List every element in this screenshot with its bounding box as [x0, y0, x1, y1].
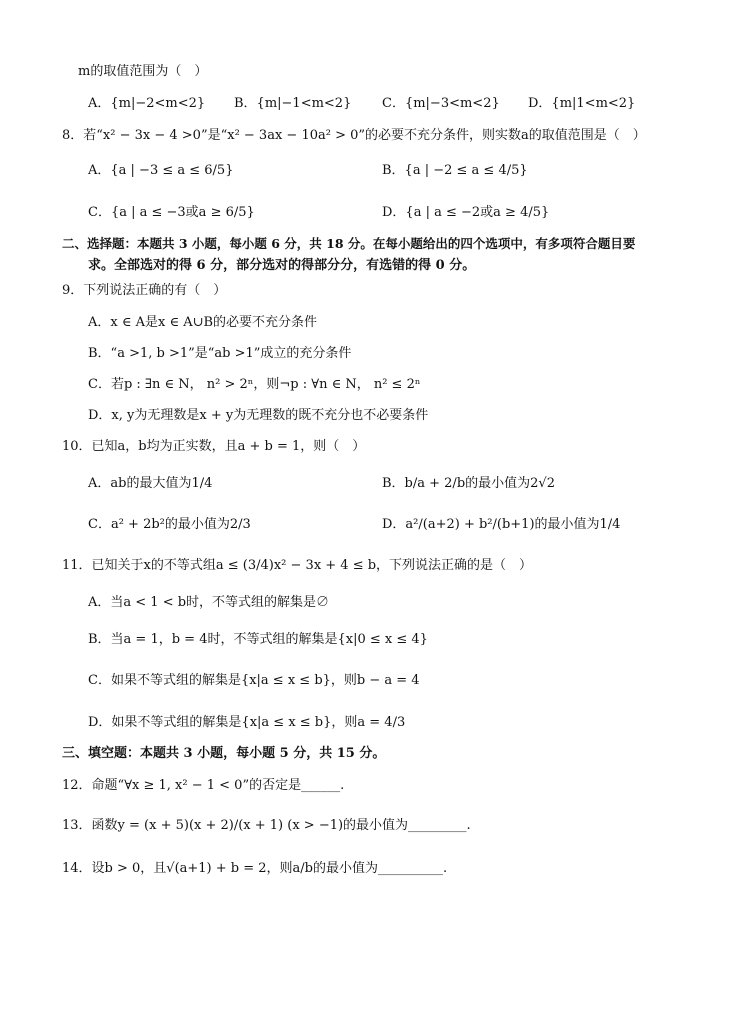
q8-option-d: D．{a | a ≤ −2或a ≥ 4/5} — [382, 205, 550, 220]
q10-option-b: B．b/a + 2/b的最小值为2√2 — [382, 476, 555, 491]
q11-option-c: C．如果不等式组的解集是{x|a ≤ x ≤ b}，则b − a = 4 — [88, 673, 420, 688]
q9-option-a: A．x ∈ A是x ∈ A∪B的必要不充分条件 — [88, 315, 318, 330]
section-2-heading: 二、选择题：本题共 3 小题，每小题 6 分，共 18 分。在每小题给出的四个选项中，有多项符合题目要 — [62, 236, 636, 251]
q7-option-c: C．{m|−3<m<2} — [382, 96, 500, 111]
q8-option-b: B．{a | −2 ≤ a ≤ 4/5} — [382, 163, 528, 178]
q11-option-b: B．当a = 1，b = 4时，不等式组的解集是{x|0 ≤ x ≤ 4} — [88, 632, 428, 647]
q9-option-b: B．“a >1, b >1”是“ab >1”成立的充分条件 — [88, 346, 352, 361]
question-13: 13．函数y = (x + 5)(x + 2)/(x + 1) (x > −1)的最小值为_________. — [62, 818, 471, 833]
q10-option-a: A．ab的最大值为1/4 — [88, 476, 213, 491]
question-7-tail: m的取值范围为（ ） — [78, 64, 208, 79]
question-12: 12．命题“∀x ≥ 1, x² − 1 < 0”的否定是______. — [62, 778, 345, 793]
q11-option-d: D．如果不等式组的解集是{x|a ≤ x ≤ b}，则a = 4/3 — [88, 715, 406, 730]
question-9: 9．下列说法正确的有（ ） — [62, 283, 227, 298]
q7-option-d: D．{m|1<m<2} — [528, 96, 636, 111]
section-3-heading: 三、填空题：本题共 3 小题，每小题 5 分，共 15 分。 — [62, 746, 386, 761]
q10-option-d: D．a²/(a+2) + b²/(b+1)的最小值为1/4 — [382, 517, 621, 532]
section-2-heading-cont: 求。全部选对的得 6 分，部分选对的得部分分，有选错的得 0 分。 — [88, 258, 476, 273]
q11-option-a: A．当a < 1 < b时，不等式组的解集是∅ — [88, 595, 330, 610]
q9-option-d: D．x, y为无理数是x + y为无理数的既不充分也不必要条件 — [88, 408, 429, 423]
question-8: 8．若“x² − 3x − 4 >0”是“x² − 3ax − 10a² > 0”的必要不充分条件，则实数a的取值范围是（ ） — [62, 128, 646, 143]
question-11: 11．已知关于x的不等式组a ≤ (3/4)x² − 3x + 4 ≤ b，下列说法正确的是（ ） — [62, 558, 533, 573]
q10-option-c: C．a² + 2b²的最小值为2/3 — [88, 517, 251, 532]
q7-option-a: A．{m|−2<m<2} — [88, 96, 206, 111]
question-14: 14．设b > 0，且√(a+1) + b = 2，则a/b的最小值为__________. — [62, 861, 448, 876]
q8-option-a: A．{a | −3 ≤ a ≤ 6/5} — [88, 163, 234, 178]
question-10: 10．已知a，b均为正实数，且a + b = 1，则（ ） — [62, 439, 366, 454]
q7-option-b: B．{m|−1<m<2} — [234, 96, 352, 111]
q8-option-c: C．{a | a ≤ −3或a ≥ 6/5} — [88, 205, 255, 220]
q9-option-c: C．若p : ∃n ∈ N， n² > 2ⁿ，则¬p : ∀n ∈ N， n² ≤ 2ⁿ — [88, 377, 421, 392]
